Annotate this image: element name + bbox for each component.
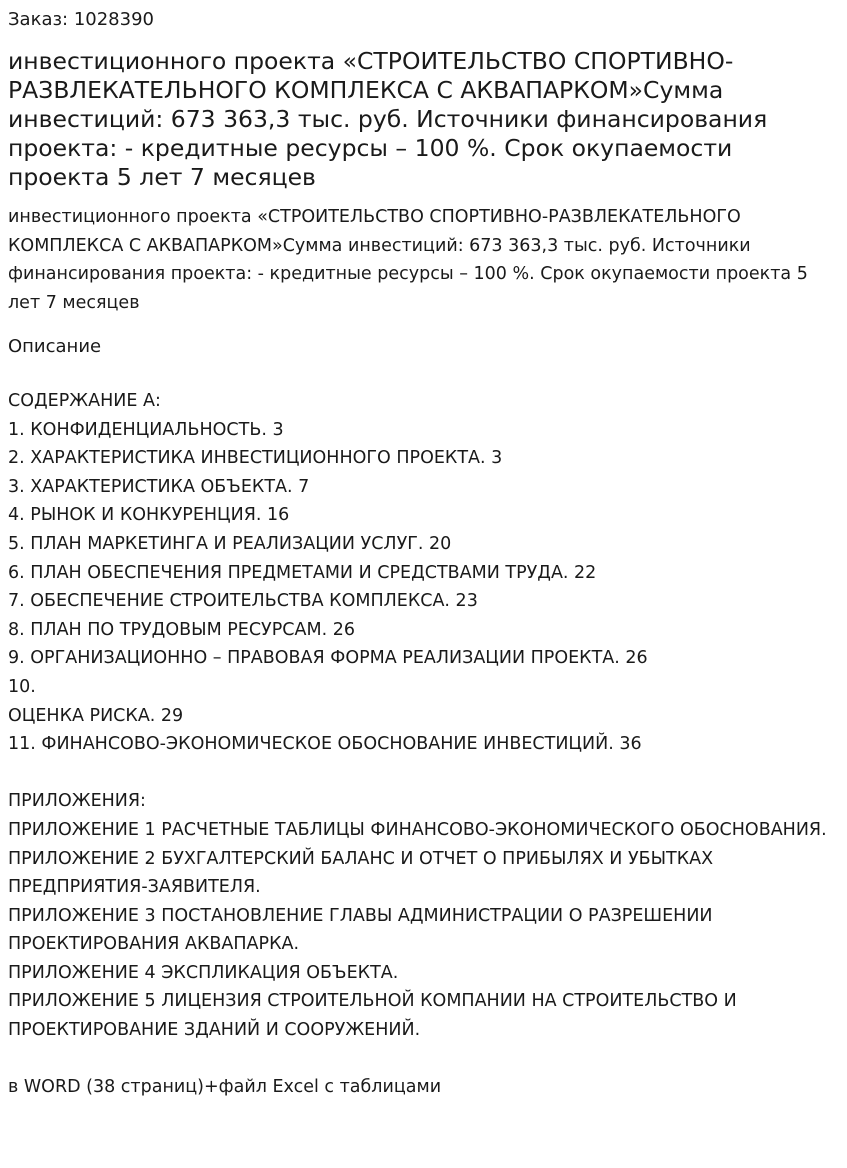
contents-item: 10.	[8, 676, 36, 697]
contents-item: 3. ХАРАКТЕРИСТИКА ОБЪЕКТА. 7	[8, 476, 310, 497]
spacer	[8, 1045, 839, 1074]
appendices-header: ПРИЛОЖЕНИЯ:	[8, 791, 146, 812]
contents-item: 5. ПЛАН МАРКЕТИНГА И РЕАЛИЗАЦИИ УСЛУГ. 20	[8, 533, 452, 554]
page-title: инвестиционного проекта «СТРОИТЕЛЬСТВО СПОРТИВНО-РАЗВЛЕКАТЕЛЬНОГО КОМПЛЕКСА С АКВАПАРКОМ»Сумма инвестиций: 673 363,3 тыс. руб. Источники финансирования проекта: - кредитные ресурсы – 100 %. Срок окупаемости проекта 5 лет 7 месяцев	[8, 47, 768, 191]
contents-item: ОЦЕНКА РИСКА. 29	[8, 705, 184, 726]
appendix-item: ПРИЛОЖЕНИЕ 5 ЛИЦЕНЗИЯ СТРОИТЕЛЬНОЙ КОМПАНИИ НА СТРОИТЕЛЬСТВО И ПРОЕКТИРОВАНИЕ ЗДАНИЙ И СООРУЖЕНИЙ.	[8, 991, 737, 1041]
description-body	[8, 387, 839, 1102]
order-number: Заказ: 1028390	[8, 9, 154, 30]
description-label: Описание	[8, 336, 102, 357]
appendix-item: ПРИЛОЖЕНИЕ 3 ПОСТАНОВЛЕНИЕ ГЛАВЫ АДМИНИСТРАЦИИ О РАЗРЕШЕНИИ ПРОЕКТИРОВАНИЯ АКВАПАРКА.	[8, 905, 713, 955]
appendix-item: ПРИЛОЖЕНИЕ 4 ЭКСПЛИКАЦИЯ ОБЪЕКТА.	[8, 962, 399, 983]
contents-item: 6. ПЛАН ОБЕСПЕЧЕНИЯ ПРЕДМЕТАМИ И СРЕДСТВАМИ ТРУДА. 22	[8, 562, 597, 583]
contents-item: 9. ОРГАНИЗАЦИОННО – ПРАВОВАЯ ФОРМА РЕАЛИЗАЦИИ ПРОЕКТА. 26	[8, 648, 648, 669]
contents-item: 1. КОНФИДЕНЦИАЛЬНОСТЬ. 3	[8, 419, 284, 440]
contents-header: СОДЕРЖАНИЕ А:	[8, 391, 161, 411]
contents-item: 4. РЫНОК И КОНКУРЕНЦИЯ. 16	[8, 505, 290, 526]
contents-item: 7. ОБЕСПЕЧЕНИЕ СТРОИТЕЛЬСТВА КОМПЛЕКСА. 23	[8, 591, 478, 612]
contents-item: 2. ХАРАКТЕРИСТИКА ИНВЕСТИЦИОННОГО ПРОЕКТА. 3	[8, 448, 503, 469]
format-note: в WORD (38 страниц)+файл Excel с таблицами	[8, 1077, 442, 1098]
contents-item: 8. ПЛАН ПО ТРУДОВЫМ РЕСУРСАМ. 26	[8, 619, 355, 640]
contents-item: 11. ФИНАНСОВО-ЭКОНОМИЧЕСКОЕ ОБОСНОВАНИЕ ИНВЕСТИЦИЙ. 36	[8, 734, 642, 755]
spacer	[8, 759, 839, 788]
appendix-item: ПРИЛОЖЕНИЕ 2 БУХГАЛТЕРСКИЙ БАЛАНС И ОТЧЕТ О ПРИБЫЛЯХ И УБЫТКАХ ПРЕДПРИЯТИЯ-ЗАЯВИТЕЛЯ.	[8, 848, 714, 898]
summary-text: инвестиционного проекта «СТРОИТЕЛЬСТВО СПОРТИВНО-РАЗВЛЕКАТЕЛЬНОГО КОМПЛЕКСА С АКВАПАРКОМ»Сумма инвестиций: 673 363,3 тыс. руб. Источники финансирования проекта: - кредитные ресурсы – 100 %. Срок окупаемости проекта 5 лет 7 месяцев	[8, 207, 808, 313]
appendix-item: ПРИЛОЖЕНИЕ 1 РАСЧЕТНЫЕ ТАБЛИЦЫ ФИНАНСОВО-ЭКОНОМИЧЕСКОГО ОБОСНОВАНИЯ.	[8, 819, 827, 840]
